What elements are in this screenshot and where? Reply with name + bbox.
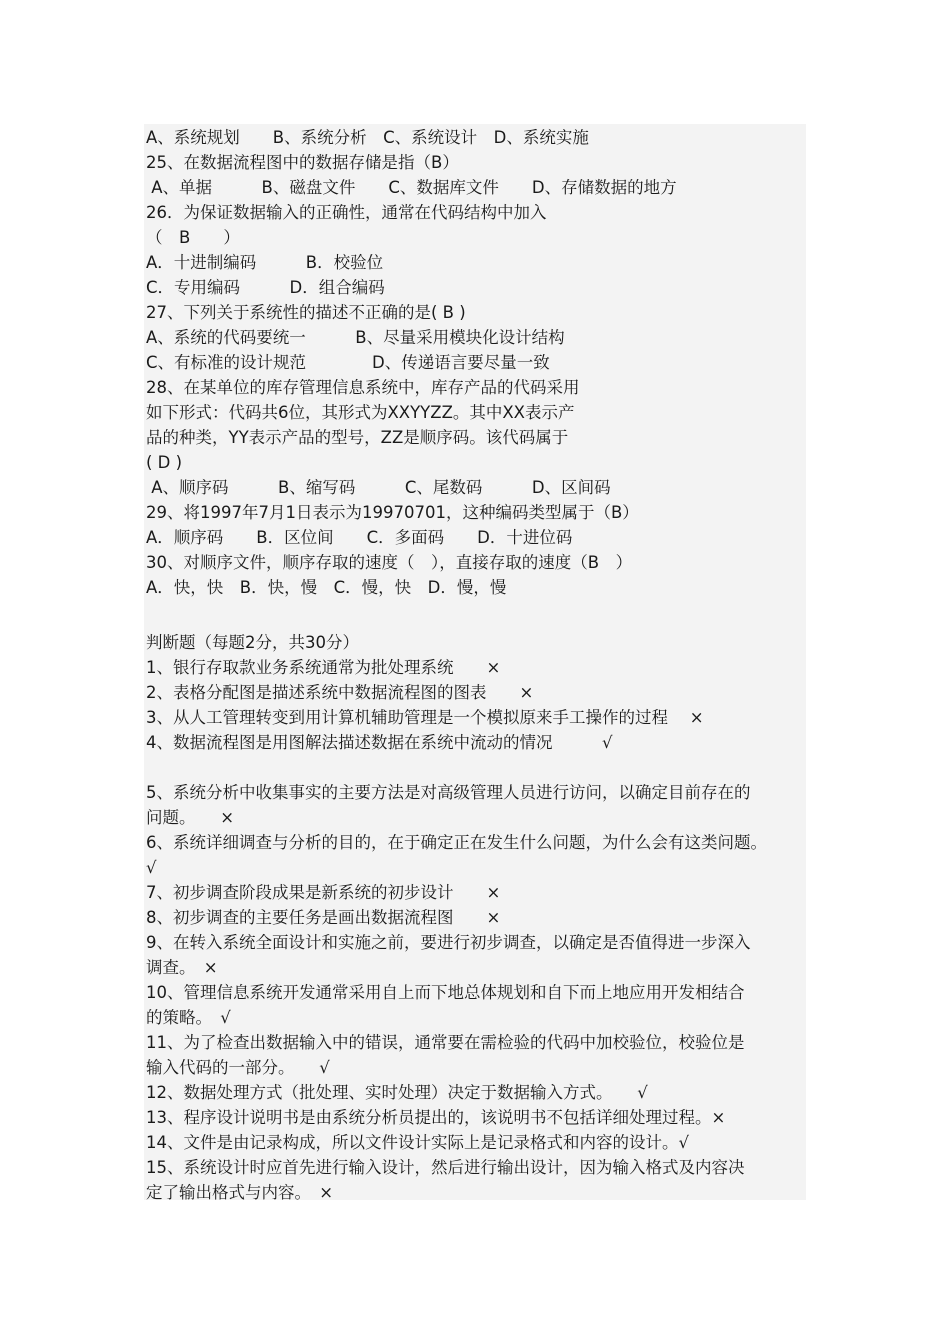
text-line: C．专用编码 D．组合编码 <box>146 278 385 297</box>
text-line: 30、对顺序文件，顺序存取的速度（ ），直接存取的速度（B ） <box>146 553 633 572</box>
text-line: 输入代码的一部分。 √ <box>146 1058 330 1077</box>
text-line: 25、在数据流程图中的数据存储是指（B） <box>146 153 459 172</box>
text-line: 如下形式：代码共6位，其形式为XXYYZZ。其中XX表示产 <box>146 403 575 422</box>
text-line: 调查。 × <box>146 958 218 977</box>
text-line: A．十进制编码 B．校验位 <box>146 253 384 272</box>
text-line: 2、表格分配图是描述系统中数据流程图的图表 × <box>146 683 534 702</box>
text-line: 13、程序设计说明书是由系统分析员提出的，该说明书不包括详细处理过程。× <box>146 1108 726 1127</box>
text-line: 12、数据处理方式（批处理、实时处理）决定于数据输入方式。 √ <box>146 1083 648 1102</box>
text-line: 判断题（每题2分，共30分） <box>146 633 359 652</box>
text-line: 27、下列关于系统性的描述不正确的是( B ) <box>146 303 466 322</box>
text-line: 28、在某单位的库存管理信息系统中，库存产品的代码采用 <box>146 378 580 397</box>
text-line: 1、银行存取款业务系统通常为批处理系统 × <box>146 658 501 677</box>
text-line: 定了输出格式与内容。 × <box>146 1183 334 1202</box>
text-line: 11、为了检查出数据输入中的错误，通常要在需检验的代码中加校验位，校验位是 <box>146 1033 745 1052</box>
text-line: 品的种类，YY表示产品的型号，ZZ是顺序码。该代码属于 <box>146 428 569 447</box>
text-line: √ <box>146 858 157 877</box>
text-line: A、顺序码 B、缩写码 C、尾数码 D、区间码 <box>146 478 611 497</box>
text-line: A、单据 B、磁盘文件 C、数据库文件 D、存储数据的地方 <box>146 178 677 197</box>
text-line: 7、初步调查阶段成果是新系统的初步设计 × <box>146 883 501 902</box>
text-line: 6、系统详细调查与分析的目的，在于确定正在发生什么问题，为什么会有这类问题。 <box>146 833 767 852</box>
text-line: 8、初步调查的主要任务是画出数据流程图 × <box>146 908 501 927</box>
text-line: 10、管理信息系统开发通常采用自上而下地总体规划和自下而上地应用开发相结合 <box>146 983 745 1002</box>
text-line: 的策略。 √ <box>146 1008 231 1027</box>
text-line: 3、从人工管理转变到用计算机辅助管理是一个模拟原来手工操作的过程 × <box>146 708 704 727</box>
text-line: 26．为保证数据输入的正确性，通常在代码结构中加入 <box>146 203 547 222</box>
text-line: （ B ） <box>146 228 240 247</box>
text-line: 5、系统分析中收集事实的主要方法是对高级管理人员进行访问，以确定目前存在的 <box>146 783 751 802</box>
text-line: 15、系统设计时应首先进行输入设计，然后进行输出设计，因为输入格式及内容决 <box>146 1158 745 1177</box>
text-line: C、有标准的设计规范 D、传递语言要尽量一致 <box>146 353 550 372</box>
text-line: 14、文件是由记录构成，所以文件设计实际上是记录格式和内容的设计。√ <box>146 1133 690 1152</box>
text-line: 4、数据流程图是用图解法描述数据在系统中流动的情况 √ <box>146 733 613 752</box>
text-line: A．快，快 B．快，慢 C．慢，快 D．慢，慢 <box>146 578 507 597</box>
text-line: 问题。 × <box>146 808 235 827</box>
text-line: ( D ) <box>146 453 183 472</box>
text-line: 9、在转入系统全面设计和实施之前，要进行初步调查，以确定是否值得进一步深入 <box>146 933 751 952</box>
text-line: A．顺序码 B．区位间 C．多面码 D．十进位码 <box>146 528 573 547</box>
text-line: 29、将1997年7月1日表示为19970701，这种编码类型属于（B） <box>146 503 639 522</box>
text-line: A、系统规划 B、系统分析 C、系统设计 D、系统实施 <box>146 128 589 147</box>
text-line: A、系统的代码要统一 B、尽量采用模块化设计结构 <box>146 328 565 347</box>
